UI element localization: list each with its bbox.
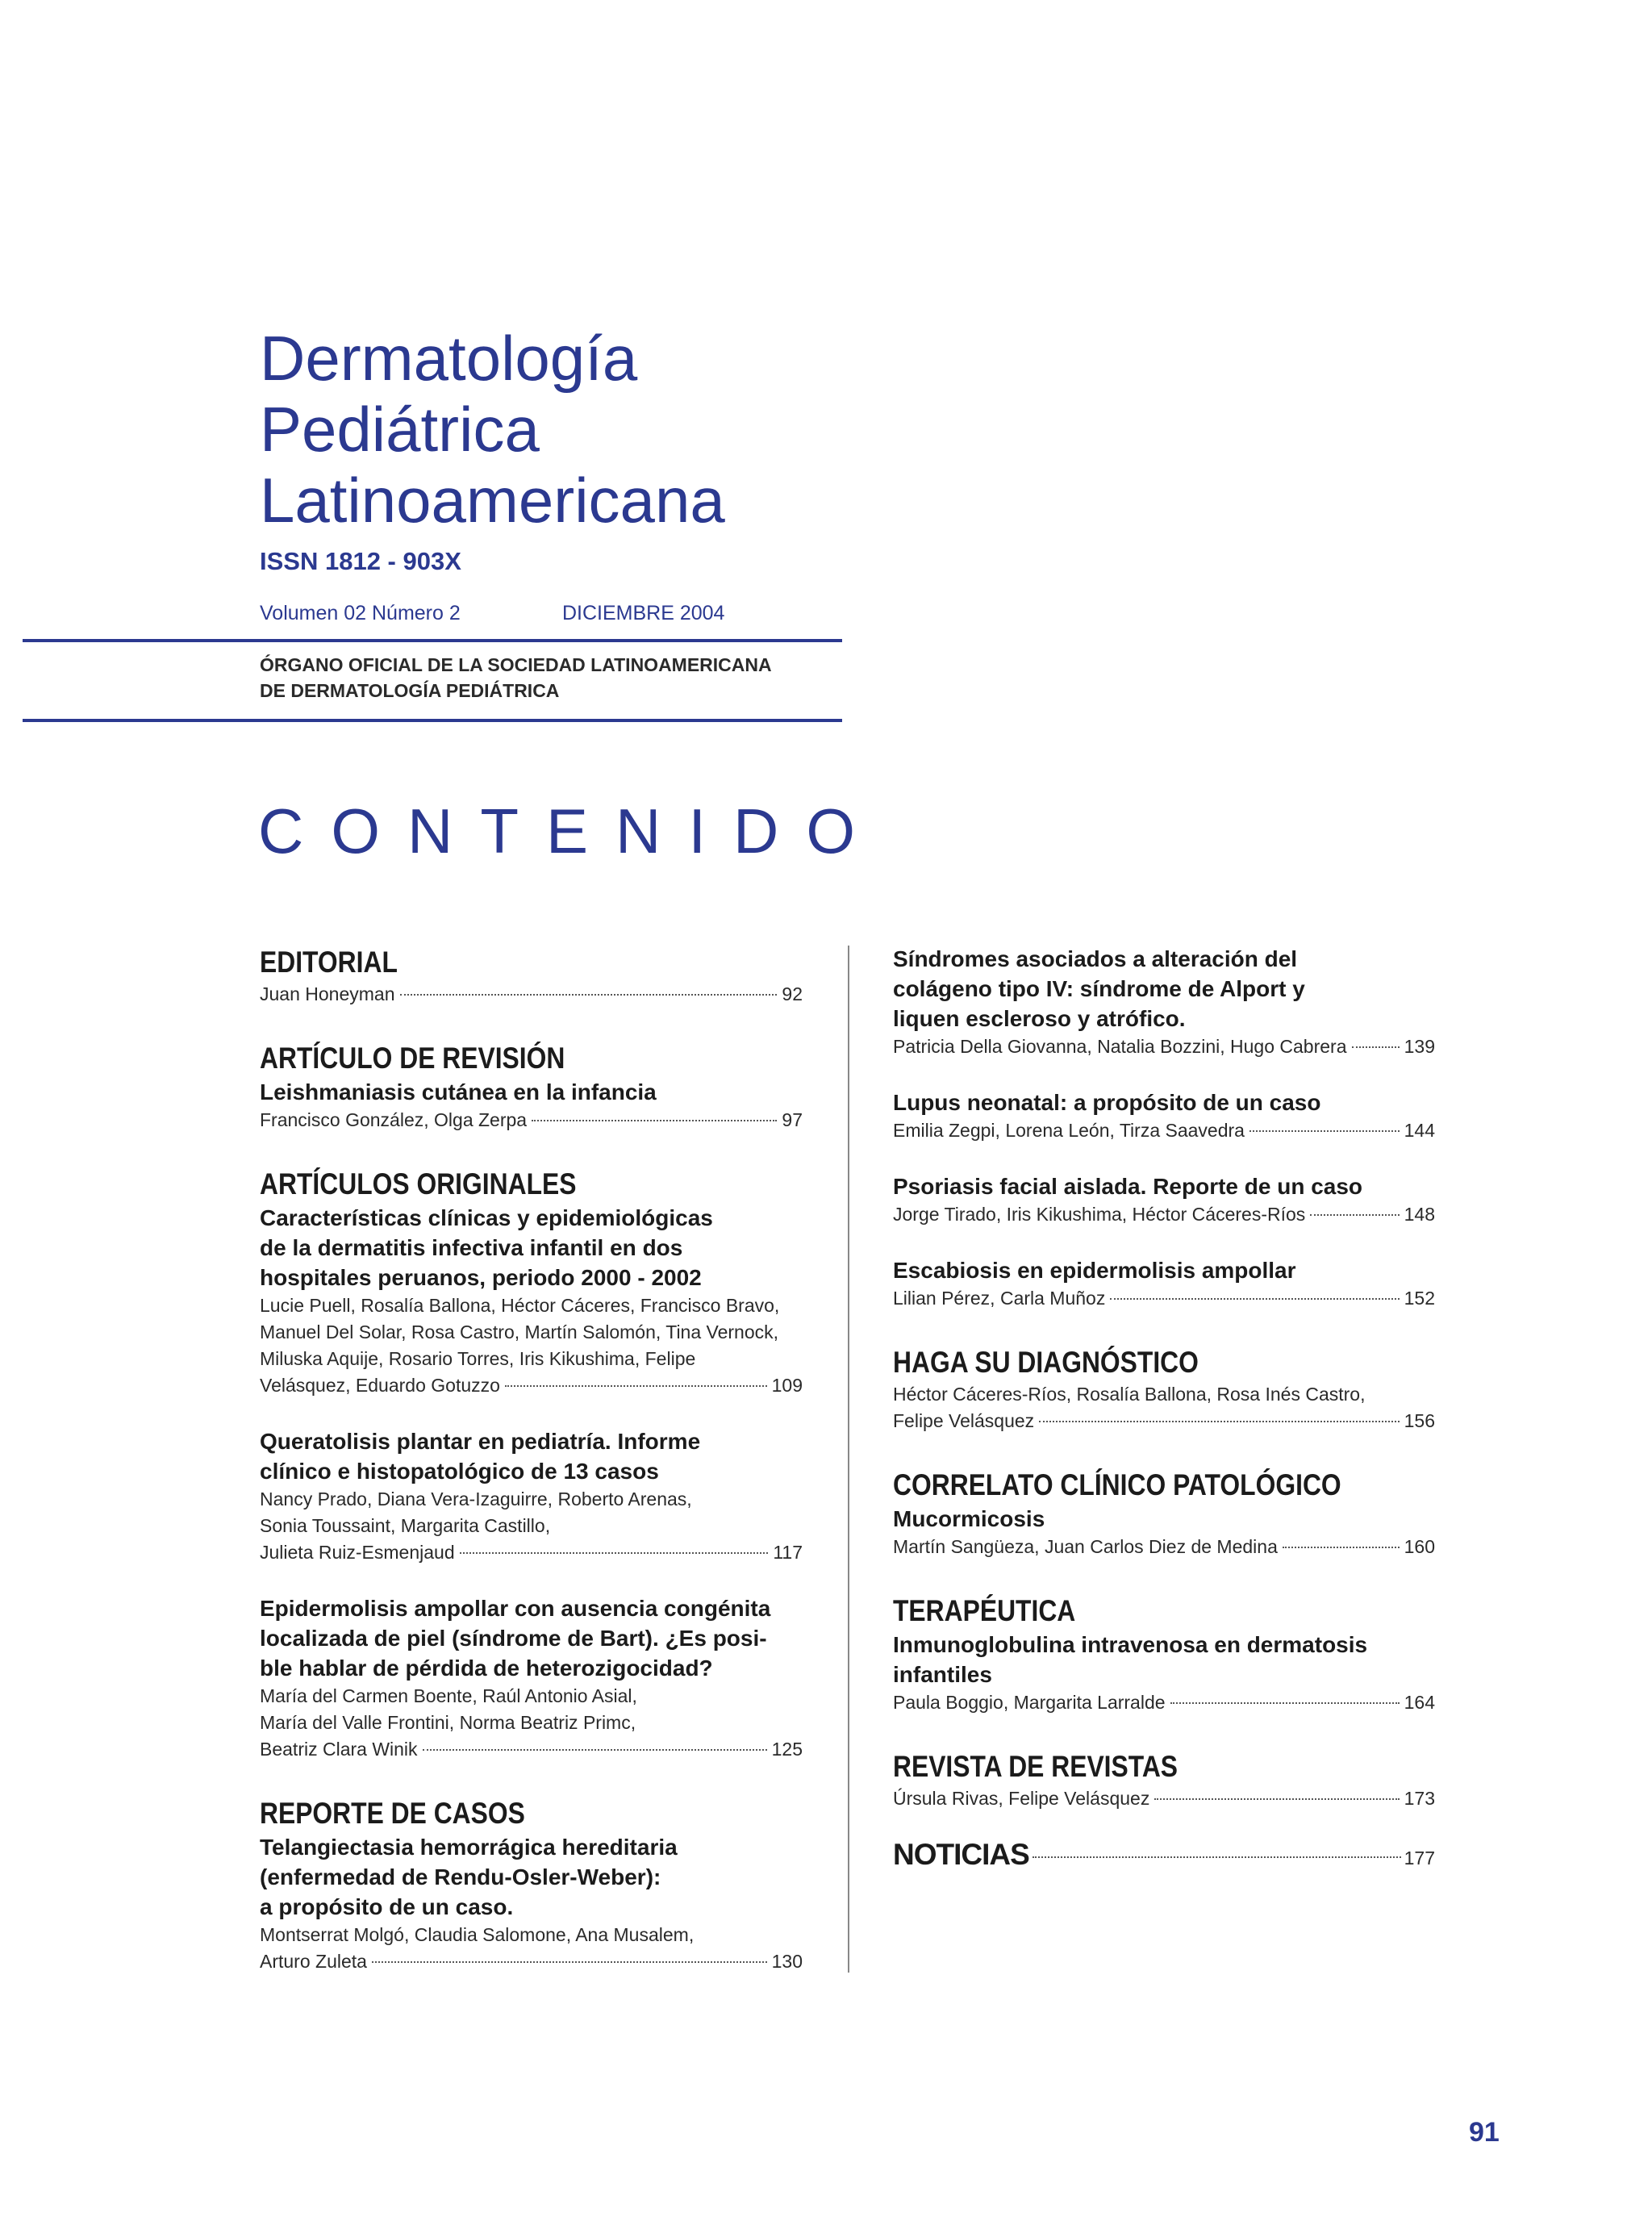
toc-entry-right-4[interactable] [893,1285,1435,1312]
leader-dots [1154,1798,1399,1800]
entry-authors: Lilian Pérez, Carla Muñoz [893,1288,1106,1309]
page-ref: 164 [1404,1692,1435,1713]
page-ref: 92 [782,983,803,1004]
section-title-revistas: REVISTA DE REVISTAS [893,1750,1179,1783]
entry-authors: Paula Boggio, Margarita Larralde [893,1692,1166,1713]
entry-authors: Emilia Zegpi, Lorena León, Tirza Saavedra [893,1120,1245,1141]
page-ref: 177 [1404,1848,1435,1868]
toc-entry-diagnostico[interactable] [893,1408,1435,1434]
toc-entry-original-3[interactable] [260,1736,803,1763]
entry-authors: Velásquez, Eduardo Gotuzzo [260,1375,500,1396]
toc-entry-terapeutica[interactable] [893,1689,1435,1716]
page-ref: 97 [782,1109,803,1130]
article-title: Psoriasis facial aislada. Reporte de un caso [893,1174,1363,1199]
toc-entry-revistas[interactable] [893,1785,1435,1812]
journal-title [260,323,725,536]
issue-date: DICIEMBRE 2004 [562,602,725,624]
page-ref: 125 [771,1739,803,1760]
article-title: Síndromes asociados a alteración del colágeno tipo IV: síndrome de Alport y liquen escleroso y atrófico. [893,946,1305,1031]
page-ref: 160 [1404,1536,1435,1557]
page-ref: 152 [1404,1288,1435,1309]
toc-entry-right-3[interactable] [893,1201,1435,1228]
section-title-correlato: CORRELATO CLÍNICO PATOLÓGICO [893,1468,1341,1501]
official-organ [260,652,772,704]
leader-dots [1249,1130,1400,1132]
page-ref: 130 [771,1951,803,1972]
toc-left-column [260,944,803,1975]
leader-dots [1039,1421,1399,1422]
entry-authors: Juan Honeyman [260,983,395,1004]
toc-entry-original-1[interactable] [260,1372,803,1399]
entry-authors: Julieta Ruiz-Esmenjaud [260,1542,455,1563]
header-rule-top [23,639,842,642]
leader-dots [1170,1702,1400,1704]
leader-dots [372,1961,767,1963]
article-title: Leishmaniasis cutánea en la infancia [260,1079,657,1104]
toc-entry-right-1[interactable] [893,1033,1435,1060]
toc-entry-revision[interactable] [260,1107,803,1134]
toc-entry-noticias[interactable] [893,1836,1435,1873]
article-authors: Héctor Cáceres-Ríos, Rosalía Ballona, Rosa Inés Castro, [893,1384,1366,1405]
toc-entry-editorial[interactable] [260,981,803,1008]
entry-authors: Beatriz Clara Winik [260,1739,418,1760]
toc-entry-original-2[interactable] [260,1539,803,1566]
article-title: Queratolisis plantar en pediatría. Informe clínico e histopatológico de 13 casos [260,1429,701,1484]
section-title-editorial: EDITORIAL [260,946,398,979]
section-title-revision: ARTÍCULO DE REVISIÓN [260,1042,565,1075]
toc-entry-right-2[interactable] [893,1117,1435,1144]
leader-dots [1110,1298,1399,1300]
section-title-originales: ARTÍCULOS ORIGINALES [260,1167,577,1200]
toc-entry-case-1[interactable] [260,1948,803,1975]
journal-title-line: Pediátrica [260,394,540,465]
entry-authors: Úrsula Rivas, Felipe Velásquez [893,1788,1150,1809]
entry-authors: Francisco González, Olga Zerpa [260,1109,528,1130]
issn: ISSN 1812 - 903X [260,547,461,575]
entry-authors: Martín Sangüeza, Juan Carlos Diez de Medina [893,1536,1278,1557]
section-title-diagnostico: HAGA SU DIAGNÓSTICO [893,1346,1199,1379]
journal-title-line: Latinoamericana [260,465,725,536]
page-ref: 144 [1404,1120,1435,1141]
article-title: Epidermolisis ampollar con ausencia congénita localizada de piel (síndrome de Bart). ¿Es posi- ble hablar de pérdida de heterozigocidad? [260,1596,771,1681]
column-divider [848,946,849,1973]
article-authors: Nancy Prado, Diana Vera-Izaguirre, Roberto Arenas, Sonia Toussaint, Margarita Castillo, [260,1489,692,1536]
entry-authors: Felipe Velásquez [893,1410,1035,1431]
article-title: Características clínicas y epidemiológicas de la dermatitis infectiva infantil en dos hospitales peruanos, periodo 2000 - 2002 [260,1205,713,1290]
leader-dots [1032,1856,1401,1858]
contents-heading: CONTENIDO [258,795,882,866]
page-ref: 173 [1404,1788,1435,1809]
header-rule-bottom [23,719,842,722]
official-organ-line: DE DERMATOLOGÍA PEDIÁTRICA [260,680,560,701]
article-title: Lupus neonatal: a propósito de un caso [893,1090,1321,1115]
article-title: Mucormicosis [893,1506,1045,1531]
leader-dots [1283,1547,1400,1548]
section-title-noticias: NOTICIAS [893,1838,1029,1871]
page-ref: 109 [771,1375,803,1396]
entry-authors: Arturo Zuleta [260,1951,367,1972]
section-title-terapeutica: TERAPÉUTICA [893,1594,1076,1627]
toc-entry-correlato[interactable] [893,1534,1435,1560]
leader-dots [1310,1214,1399,1216]
page-ref: 156 [1404,1410,1435,1431]
section-title-casos: REPORTE DE CASOS [260,1797,525,1830]
article-title: Inmunoglobulina intravenosa en dermatosis infantiles [893,1632,1368,1687]
entry-authors: Jorge Tirado, Iris Kikushima, Héctor Cáceres-Ríos [893,1204,1306,1225]
article-title: Escabiosis en epidermolisis ampollar [893,1258,1296,1283]
page-ref: 117 [773,1542,803,1563]
article-title: Telangiectasia hemorrágica hereditaria (enfermedad de Rendu-Osler-Weber): a propósito de un caso. [260,1835,678,1919]
entry-authors: Patricia Della Giovanna, Natalia Bozzini, Hugo Cabrera [893,1036,1347,1057]
article-authors: Lucie Puell, Rosalía Ballona, Héctor Cáceres, Francisco Bravo, Manuel Del Solar, Rosa Castro, Martín Salomón, Tina Vernock, Miluska Aquije, Rosario Torres, Iris Kikushima, Felipe [260,1295,780,1369]
toc-right-column [893,944,1435,1873]
article-authors: María del Carmen Boente, Raúl Antonio Asial, María del Valle Frontini, Norma Beatriz Primc, [260,1685,637,1733]
leader-dots [505,1385,767,1387]
journal-title-line: Dermatología [260,323,638,394]
page-ref: 139 [1404,1036,1435,1057]
article-authors: Montserrat Molgó, Claudia Salomone, Ana Musalem, [260,1924,695,1945]
page-number: 91 [1469,2117,1500,2148]
leader-dots [400,994,778,996]
leader-dots [423,1749,767,1751]
page-ref: 148 [1404,1204,1435,1225]
leader-dots [1352,1046,1400,1048]
leader-dots [532,1120,777,1121]
volume-number: Volumen 02 Número 2 [260,602,461,624]
official-organ-line: ÓRGANO OFICIAL DE LA SOCIEDAD LATINOAMERICANA [260,654,772,675]
leader-dots [460,1552,769,1554]
